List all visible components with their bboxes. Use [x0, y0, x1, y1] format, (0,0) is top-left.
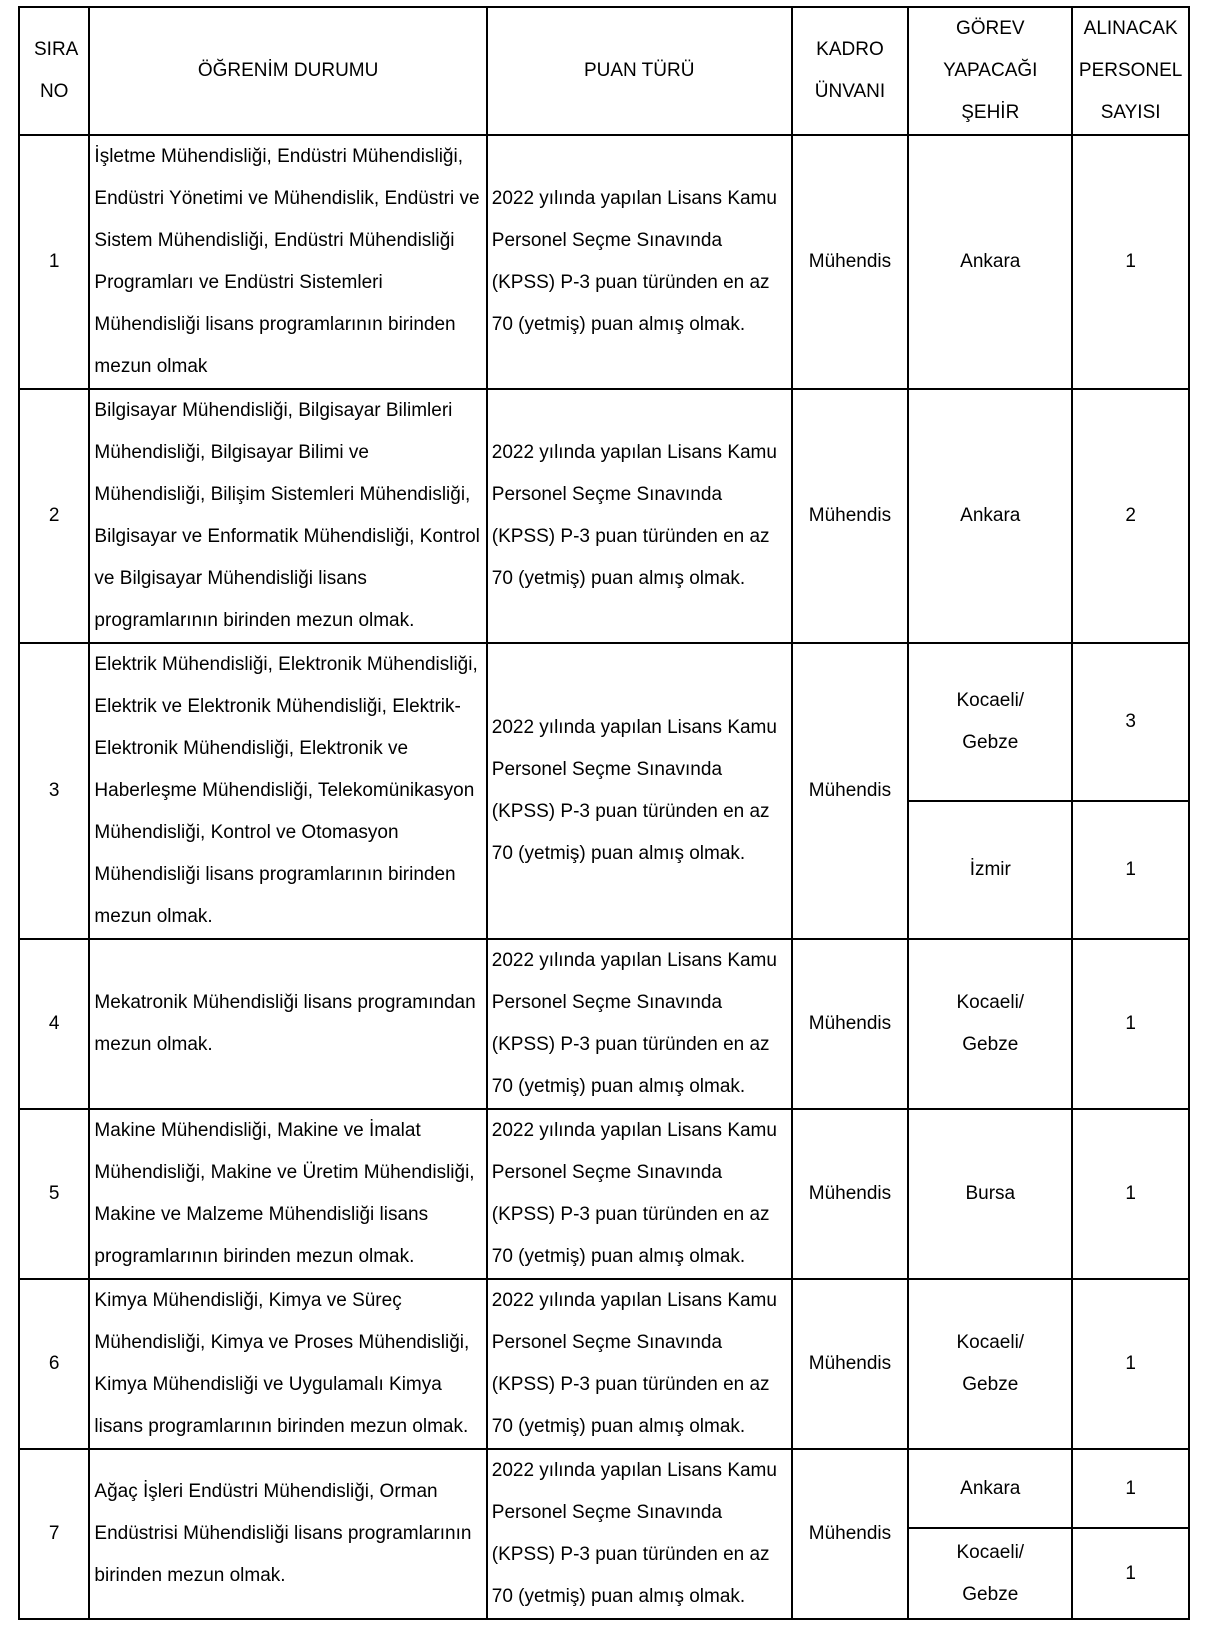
personnel-count: 2	[1072, 389, 1189, 643]
header-gorev-sehir: GÖREV YAPACAĞI ŞEHİR	[908, 7, 1072, 135]
score-requirement: 2022 yılında yapılan Lisans Kamu Personel Seçme Sınavında (KPSS) P-3 puan türünden en az 70 (yetmiş) puan almış olmak.	[487, 1279, 792, 1449]
header-sira-no: SIRA NO	[19, 7, 89, 135]
table-row	[19, 1449, 1189, 1528]
table-row	[19, 389, 1189, 643]
city: Kocaeli/ Gebze	[908, 939, 1072, 1109]
education-requirement: Ağaç İşleri Endüstri Mühendisliği, Orman Endüstrisi Mühendisliği lisans programlarının birinden mezun olmak.	[89, 1449, 486, 1619]
personnel-count: 1	[1072, 1528, 1189, 1619]
header-kadro-unvani: KADRO ÜNVANI	[792, 7, 909, 135]
table-row	[19, 939, 1189, 1109]
position-title: Mühendis	[792, 389, 909, 643]
row-number: 2	[19, 389, 89, 643]
score-requirement: 2022 yılında yapılan Lisans Kamu Personel Seçme Sınavında (KPSS) P-3 puan türünden en az 70 (yetmiş) puan almış olmak.	[487, 1109, 792, 1279]
position-title: Mühendis	[792, 135, 909, 389]
score-requirement: 2022 yılında yapılan Lisans Kamu Personel Seçme Sınavında (KPSS) P-3 puan türünden en az 70 (yetmiş) puan almış olmak.	[487, 389, 792, 643]
recruitment-table-sheet	[18, 6, 1190, 1620]
row-number: 3	[19, 643, 89, 939]
city: İzmir	[908, 801, 1072, 939]
table-row	[19, 135, 1189, 389]
header-row	[19, 7, 1189, 135]
personnel-count: 1	[1072, 135, 1189, 389]
row-number: 5	[19, 1109, 89, 1279]
personnel-count: 1	[1072, 939, 1189, 1109]
education-requirement: Makine Mühendisliği, Makine ve İmalat Mühendisliği, Makine ve Üretim Mühendisliği, Makine ve Malzeme Mühendisliği lisans programlarının birinden mezun olmak.	[89, 1109, 486, 1279]
city: Ankara	[908, 389, 1072, 643]
position-title: Mühendis	[792, 1279, 909, 1449]
table-row	[19, 1109, 1189, 1279]
education-requirement: İşletme Mühendisliği, Endüstri Mühendisliği, Endüstri Yönetimi ve Mühendislik, Endüstri ve Sistem Mühendisliği, Endüstri Mühendisliği Programları ve Endüstri Sistemleri Mühendisliği lisans programlarının birinden mezun olmak	[89, 135, 486, 389]
score-requirement: 2022 yılında yapılan Lisans Kamu Personel Seçme Sınavında (KPSS) P-3 puan türünden en az 70 (yetmiş) puan almış olmak.	[487, 135, 792, 389]
table-row	[19, 643, 1189, 801]
personnel-count: 3	[1072, 643, 1189, 801]
position-title: Mühendis	[792, 939, 909, 1109]
city: Kocaeli/ Gebze	[908, 643, 1072, 801]
header-ogrenim-durumu: ÖĞRENİM DURUMU	[89, 7, 486, 135]
row-number: 6	[19, 1279, 89, 1449]
city: Kocaeli/ Gebze	[908, 1279, 1072, 1449]
score-requirement: 2022 yılında yapılan Lisans Kamu Personel Seçme Sınavında (KPSS) P-3 puan türünden en az 70 (yetmiş) puan almış olmak.	[487, 1449, 792, 1619]
education-requirement: Kimya Mühendisliği, Kimya ve Süreç Mühendisliği, Kimya ve Proses Mühendisliği, Kimya Mühendisliği ve Uygulamalı Kimya lisans programlarının birinden mezun olmak.	[89, 1279, 486, 1449]
position-title: Mühendis	[792, 643, 909, 939]
score-requirement: 2022 yılında yapılan Lisans Kamu Personel Seçme Sınavında (KPSS) P-3 puan türünden en az 70 (yetmiş) puan almış olmak.	[487, 939, 792, 1109]
header-puan-turu: PUAN TÜRÜ	[487, 7, 792, 135]
education-requirement: Bilgisayar Mühendisliği, Bilgisayar Bilimleri Mühendisliği, Bilgisayar Bilimi ve Mühendisliği, Bilişim Sistemleri Mühendisliği, Bilgisayar ve Enformatik Mühendisliği, Kontrol ve Bilgisayar Mühendisliği lisans programlarının birinden mezun olmak.	[89, 389, 486, 643]
position-title: Mühendis	[792, 1109, 909, 1279]
education-requirement: Elektrik Mühendisliği, Elektronik Mühendisliği, Elektrik ve Elektronik Mühendisliği, Elektrik-Elektronik Mühendisliği, Elektronik ve Haberleşme Mühendisliği, Telekomünikasyon Mühendisliği, Kontrol ve Otomasyon Mühendisliği lisans programlarının birinden mezun olmak.	[89, 643, 486, 939]
table-row	[19, 1279, 1189, 1449]
city: Kocaeli/ Gebze	[908, 1528, 1072, 1619]
recruitment-table	[18, 6, 1190, 1620]
personnel-count: 1	[1072, 1109, 1189, 1279]
row-number: 4	[19, 939, 89, 1109]
city: Bursa	[908, 1109, 1072, 1279]
personnel-count: 1	[1072, 1279, 1189, 1449]
city: Ankara	[908, 1449, 1072, 1528]
personnel-count: 1	[1072, 1449, 1189, 1528]
row-number: 7	[19, 1449, 89, 1619]
personnel-count: 1	[1072, 801, 1189, 939]
row-number: 1	[19, 135, 89, 389]
city: Ankara	[908, 135, 1072, 389]
education-requirement: Mekatronik Mühendisliği lisans programından mezun olmak.	[89, 939, 486, 1109]
header-personel-sayisi: ALINACAK PERSONEL SAYISI	[1072, 7, 1189, 135]
score-requirement: 2022 yılında yapılan Lisans Kamu Personel Seçme Sınavında (KPSS) P-3 puan türünden en az 70 (yetmiş) puan almış olmak.	[487, 643, 792, 939]
position-title: Mühendis	[792, 1449, 909, 1619]
